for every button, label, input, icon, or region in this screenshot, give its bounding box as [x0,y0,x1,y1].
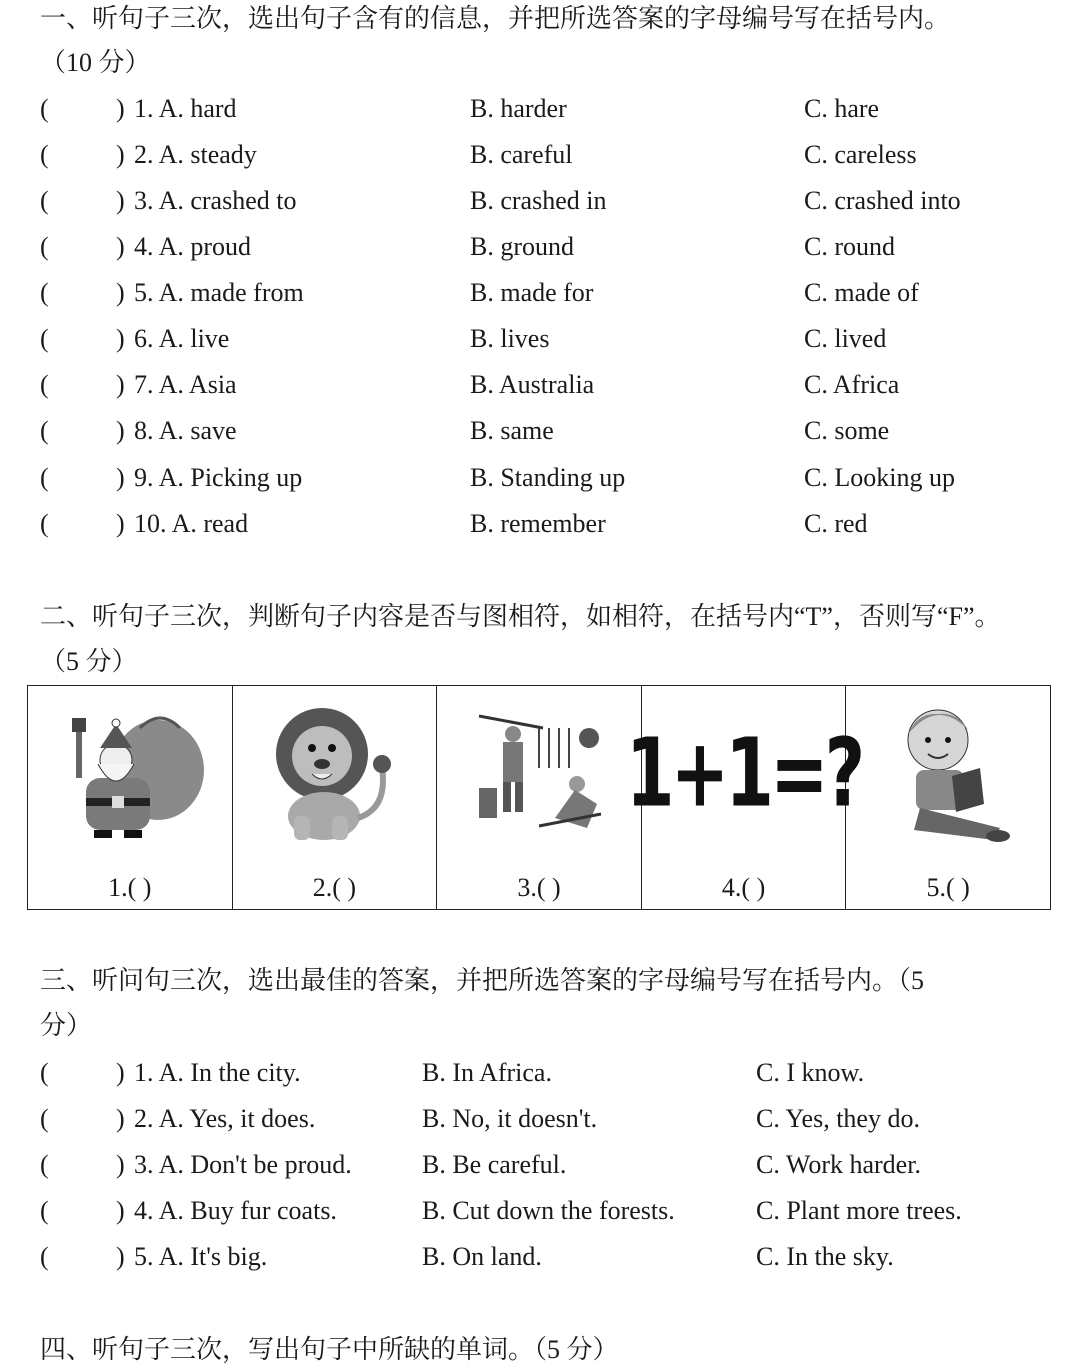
option-a: 1. A. In the city. [134,1058,301,1087]
answer-paren-close: ) [116,1150,125,1179]
section4-title: 四、听句子三次，写出句子中所缺的单词。（5 分） [40,1335,619,1364]
option-c: C. Africa [804,370,900,399]
option-b: B. Standing up [470,463,626,492]
answer-paren-open[interactable]: ( [40,509,49,538]
answer-paren-open[interactable]: ( [40,370,49,399]
option-c: C. red [804,509,868,538]
option-c: C. crashed into [804,186,961,215]
option-c: C. Work harder. [756,1150,921,1179]
option-a: 4. A. proud [134,232,252,261]
answer-paren-close: ) [116,463,125,492]
picture-answer-label[interactable]: 5.( ) [926,873,970,902]
option-b: B. Be careful. [422,1150,567,1179]
answer-paren-open[interactable]: ( [40,463,49,492]
option-c: C. lived [804,324,887,353]
option-c: C. In the sky. [756,1242,894,1271]
option-b: B. harder [470,94,567,123]
answer-paren-close: ) [116,1104,125,1133]
option-a: 2. A. steady [134,140,257,169]
option-c: C. careless [804,140,917,169]
option-b: B. ground [470,232,574,261]
option-a: 1. A. hard [134,94,237,123]
answer-paren-open[interactable]: ( [40,232,49,261]
working-people-icon [459,698,619,848]
option-a: 5. A. It's big. [134,1242,268,1271]
answer-paren-close: ) [116,186,125,215]
option-a: 4. A. Buy fur coats. [134,1196,337,1225]
picture-cell [437,686,642,909]
option-b: B. Australia [470,370,595,399]
answer-paren-open[interactable]: ( [40,1150,49,1179]
picture-answer-label[interactable]: 2.( ) [312,873,357,902]
answer-paren-close: ) [116,324,125,353]
option-c: C. Plant more trees. [756,1196,962,1225]
option-b: B. lives [470,324,550,353]
option-a: 10. A. read [134,509,249,538]
answer-paren-close: ) [116,278,125,307]
option-b: B. crashed in [470,186,607,215]
option-c: C. some [804,416,890,445]
picture-cell [846,686,1050,909]
picture-cell [625,686,862,909]
option-a: 6. A. live [134,324,230,353]
answer-paren-close: ) [116,509,125,538]
option-a: 3. A. Don't be proud. [134,1150,352,1179]
option-c: C. Looking up [804,463,955,492]
answer-paren-open[interactable]: ( [40,416,49,445]
section2-title: 二、听句子三次，判断句子内容是否与图相符，如相符，在括号内“T”，否则写“F”。 [40,602,1001,631]
answer-paren-close: ) [116,232,125,261]
answer-paren-open[interactable]: ( [40,140,49,169]
answer-paren-close: ) [116,94,125,123]
picture-cell [28,686,233,909]
picture-cell [233,686,438,909]
section3-title: 三、听问句三次，选出最佳的答案，并把所选答案的字母编号写在括号内。（5 [40,966,925,995]
answer-paren-open[interactable]: ( [40,324,49,353]
santa-claus-icon [50,698,210,848]
equation-text: 1+1=? [625,717,862,829]
section3-score: 分） [40,1011,93,1040]
option-b: B. On land. [422,1242,542,1271]
answer-paren-open[interactable]: ( [40,186,49,215]
option-c: C. round [804,232,895,261]
answer-paren-open[interactable]: ( [40,94,49,123]
option-c: C. hare [804,94,880,123]
answer-paren-close: ) [116,1196,125,1225]
option-b: B. made for [470,278,594,307]
answer-paren-close: ) [116,140,125,169]
option-c: C. I know. [756,1058,865,1087]
math-question-icon [625,698,862,848]
answer-paren-close: ) [116,416,125,445]
option-a: 3. A. crashed to [134,186,297,215]
section1-score: （10 分） [40,48,151,77]
answer-paren-open[interactable]: ( [40,1196,49,1225]
answer-paren-open[interactable]: ( [40,1242,49,1271]
option-b: B. Cut down the forests. [422,1196,675,1225]
option-b: B. same [470,416,554,445]
option-a: 8. A. save [134,416,237,445]
answer-paren-open[interactable]: ( [40,1104,49,1133]
option-a: 5. A. made from [134,278,304,307]
picture-answer-label[interactable]: 4.( ) [721,873,766,902]
option-b: B. In Africa. [422,1058,552,1087]
picture-answer-label[interactable]: 1.( ) [108,873,152,902]
option-a: 7. A. Asia [134,370,237,399]
section2-score: （5 分） [40,647,138,676]
answer-paren-open[interactable]: ( [40,278,49,307]
picture-answer-label[interactable]: 3.( ) [517,873,561,902]
option-b: B. remember [470,509,606,538]
option-a: 9. A. Picking up [134,463,303,492]
picture-table [27,685,1051,910]
option-c: C. made of [804,278,919,307]
section1-title: 一、听句子三次，选出句子含有的信息，并把所选答案的字母编号写在括号内。 [40,4,951,33]
option-a: 2. A. Yes, it does. [134,1104,316,1133]
answer-paren-close: ) [116,1242,125,1271]
answer-paren-open[interactable]: ( [40,1058,49,1087]
option-c: C. Yes, they do. [756,1104,920,1133]
answer-paren-close: ) [116,1058,125,1087]
boy-reading-icon [868,698,1028,848]
option-b: B. No, it doesn't. [422,1104,598,1133]
lion-icon [254,698,414,848]
answer-paren-close: ) [116,370,125,399]
option-b: B. careful [470,140,573,169]
